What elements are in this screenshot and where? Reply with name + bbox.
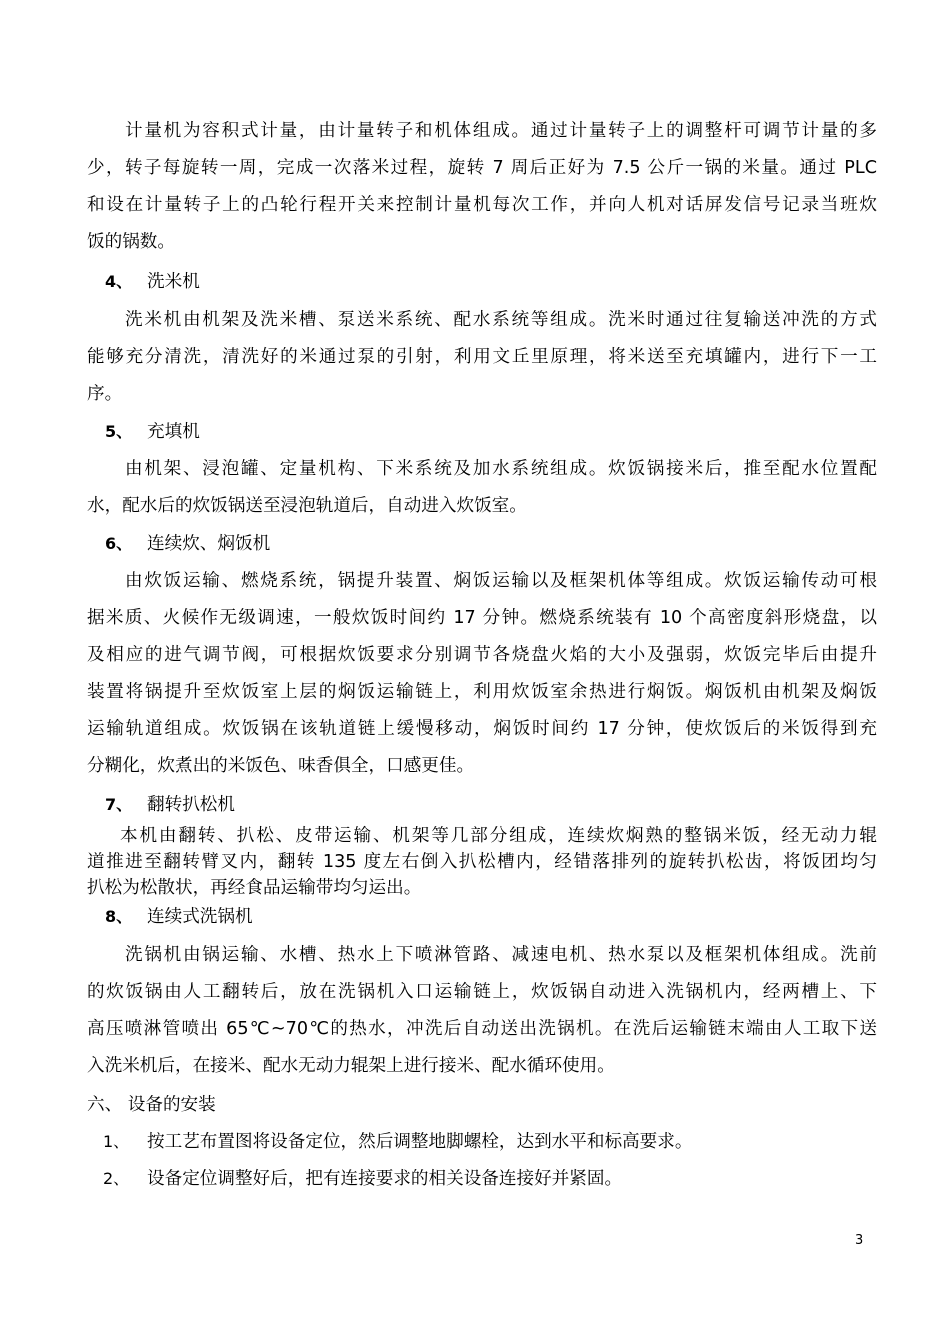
list-item-text: 设备定位调整好后，把有连接要求的相关设备连接好并紧固。 bbox=[147, 1169, 623, 1189]
paragraph-line: 扒松为松散状，再经食品运输带均匀运出。 bbox=[87, 878, 422, 898]
paragraph-line: 洗锅机由锅运输、水槽、热水上下喷淋管路、减速电机、热水泵以及框架机体组成。洗前 bbox=[125, 945, 877, 965]
section-title: 连续式洗锅机 bbox=[147, 907, 253, 927]
paragraph-line: 入洗米机后，在接米、配水无动力辊架上进行接米、配水循环使用。 bbox=[87, 1056, 615, 1076]
paragraph-line: 少，转子每旋转一周，完成一次落米过程，旋转 7 周后正好为 7.5 公斤一锅的米量。通过 PLC bbox=[87, 158, 877, 178]
paragraph-line: 和设在计量转子上的凸轮行程开关来控制计量机每次工作，并向人机对话屏发信号记录当班炊 bbox=[87, 195, 877, 215]
list-number: 2、 bbox=[103, 1169, 130, 1188]
chapter-heading: 六、 设备的安装 bbox=[87, 1095, 216, 1115]
paragraph-line: 运输轨道组成。炊饭锅在该轨道链上缓慢移动，焖饭时间约 17 分钟，使炊饭后的米饭得到充 bbox=[87, 719, 877, 739]
paragraph-line: 本机由翻转、扒松、皮带运输、机架等几部分组成，连续炊焖熟的整锅米饭，经无动力辊 bbox=[120, 826, 877, 846]
paragraph-line: 据米质、火候作无级调速，一般炊饭时间约 17 分钟。燃烧系统装有 10 个高密度斜形烧盘，以 bbox=[87, 608, 877, 628]
section-number: 6、 bbox=[105, 534, 133, 553]
paragraph-line: 道推进至翻转臂叉内，翻转 135 度左右倒入扒松槽内，经错落排列的旋转扒松齿，将饭团均匀 bbox=[87, 852, 877, 872]
section-title: 翻转扒松机 bbox=[147, 795, 235, 815]
paragraph-line: 高压喷淋管喷出 65℃~70℃的热水，冲洗后自动送出洗锅机。在洗后运输链末端由人工取下送 bbox=[87, 1019, 877, 1039]
paragraph-line: 由机架、浸泡罐、定量机构、下米系统及加水系统组成。炊饭锅接米后，推至配水位置配 bbox=[125, 459, 877, 479]
section-number: 5、 bbox=[105, 422, 133, 441]
section-number: 8、 bbox=[105, 907, 133, 926]
paragraph-line: 分糊化，炊煮出的米饭色、味香俱全，口感更佳。 bbox=[87, 756, 475, 776]
section-title: 连续炊、焖饭机 bbox=[147, 534, 271, 554]
paragraph-line: 能够充分清洗，清洗好的米通过泵的引射，利用文丘里原理，将米送至充填罐内，进行下一工 bbox=[87, 347, 877, 367]
paragraph-line: 洗米机由机架及洗米槽、泵送米系统、配水系统等组成。洗米时通过往复输送冲洗的方式 bbox=[125, 310, 877, 330]
section-title: 充填机 bbox=[147, 422, 200, 442]
paragraph-line: 序。 bbox=[87, 384, 123, 404]
section-number: 7、 bbox=[105, 795, 133, 814]
paragraph-line: 水，配水后的炊饭锅送至浸泡轨道后，自动进入炊饭室。 bbox=[87, 496, 527, 516]
paragraph-line: 计量机为容积式计量，由计量转子和机体组成。通过计量转子上的调整杆可调节计量的多 bbox=[125, 121, 877, 141]
section-number: 4、 bbox=[105, 272, 133, 291]
paragraph-line: 及相应的进气调节阀，可根据炊饭要求分别调节各烧盘火焰的大小及强弱，炊饭完毕后由提升 bbox=[87, 645, 877, 665]
list-number: 1、 bbox=[103, 1132, 130, 1151]
paragraph-line: 装置将锅提升至炊饭室上层的焖饭运输链上，利用炊饭室余热进行焖饭。焖饭机由机架及焖饭 bbox=[87, 682, 877, 702]
section-title: 洗米机 bbox=[147, 272, 200, 292]
paragraph-line: 的炊饭锅由人工翻转后，放在洗锅机入口运输链上，炊饭锅自动进入洗锅机内，经两槽上、下 bbox=[87, 982, 877, 1002]
list-item-text: 按工艺布置图将设备定位，然后调整地脚螺栓，达到水平和标高要求。 bbox=[147, 1132, 693, 1152]
paragraph-line: 饭的锅数。 bbox=[87, 232, 175, 252]
page-number: 3 bbox=[855, 1233, 864, 1248]
paragraph-line: 由炊饭运输、燃烧系统，锅提升装置、焖饭运输以及框架机体等组成。炊饭运输传动可根 bbox=[125, 571, 877, 591]
